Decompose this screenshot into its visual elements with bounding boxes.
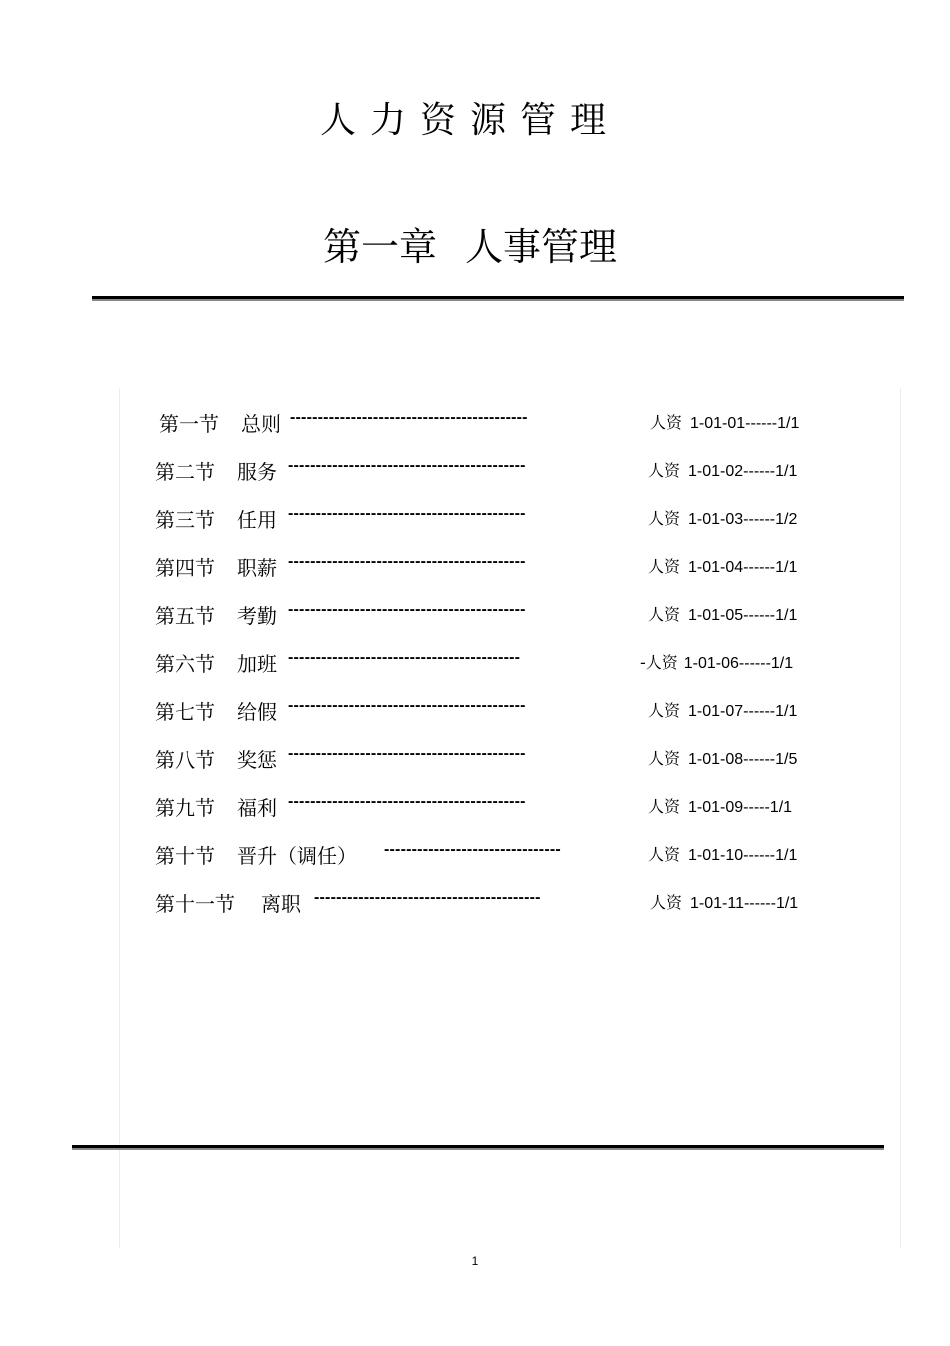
toc-document-code [650, 410, 799, 433]
toc-entry-label [155, 696, 277, 725]
page-number: 1 [471, 1254, 479, 1268]
toc-document-code [648, 698, 797, 721]
toc-entry [0, 596, 950, 632]
toc-entry-label [155, 648, 277, 677]
toc-section-title: 服务 [237, 460, 277, 484]
toc-code-prefix: 人资 [650, 893, 683, 912]
toc-entry [0, 836, 950, 872]
toc-entry [0, 692, 950, 728]
toc-section-title: 给假 [237, 700, 277, 724]
toc-code-number: 1-01-02------1/1 [688, 463, 798, 480]
toc-code-number: 1-01-07------1/1 [688, 703, 798, 720]
toc-section-title: 离职 [261, 892, 301, 916]
toc-section-title: 职薪 [237, 556, 277, 580]
toc-section-title: 晋升（调任） [237, 844, 357, 868]
toc-leader-dots: ------------------------------------------- [288, 553, 526, 570]
toc-leader-dots: ------------------------------------------- [288, 505, 526, 522]
toc-code-prefix: 人资 [648, 461, 681, 480]
toc-entry-label [155, 888, 301, 917]
toc-code-prefix: 人资 [648, 509, 681, 528]
toc-section-title: 奖惩 [237, 748, 277, 772]
toc-entry-label [159, 408, 281, 437]
toc-leader-dots: ----------------------------------------- [314, 889, 541, 906]
toc-leader-dots: ------------------------------------------- [288, 457, 526, 474]
toc-code-prefix: -人资 [640, 653, 678, 672]
toc-document-code [648, 842, 797, 865]
toc-section-number: 第五节 [155, 604, 215, 628]
chapter-number: 第一章 [322, 225, 437, 269]
toc-entry [0, 404, 950, 440]
toc-entry-label [155, 840, 357, 869]
toc-code-number: 1-01-05------1/1 [688, 607, 798, 624]
toc-code-number: 1-01-06------1/1 [683, 655, 794, 672]
toc-document-code [648, 506, 797, 529]
toc-code-number: 1-01-08------1/5 [688, 751, 798, 768]
toc-section-number: 第一节 [159, 412, 219, 436]
toc-leader-dots: ------------------------------------------- [288, 745, 526, 762]
toc-section-title: 考勤 [237, 604, 277, 628]
toc-entry-label [155, 792, 277, 821]
toc-code-prefix: 人资 [648, 605, 681, 624]
toc-code-prefix: 人资 [648, 845, 681, 864]
header-divider [92, 296, 904, 299]
toc-code-prefix: 人资 [650, 413, 683, 432]
toc-section-number: 第六节 [155, 652, 215, 676]
toc-code-number: 1-01-04------1/1 [688, 559, 798, 576]
toc-entry [0, 644, 950, 680]
toc-entry-label [155, 456, 277, 485]
toc-document-code [648, 794, 792, 817]
toc-section-title: 加班 [237, 652, 277, 676]
toc-code-number: 1-01-03------1/2 [688, 511, 798, 528]
toc-document-code [640, 650, 793, 673]
toc-section-number: 第七节 [155, 700, 215, 724]
toc-section-number: 第四节 [155, 556, 215, 580]
toc-entry-label [155, 504, 277, 533]
toc-code-prefix: 人资 [648, 557, 681, 576]
chapter-title [0, 216, 940, 271]
toc-leader-dots: ------------------------------------------- [288, 793, 526, 810]
toc-section-number: 第八节 [155, 748, 215, 772]
toc-entry [0, 500, 950, 536]
toc-section-number: 第九节 [155, 796, 215, 820]
toc-entry [0, 788, 950, 824]
toc-code-number: 1-01-10------1/1 [688, 847, 798, 864]
toc-section-title: 福利 [237, 796, 277, 820]
toc-leader-dots: ------------------------------------------- [290, 409, 528, 426]
toc-document-code [648, 602, 797, 625]
toc-entry-label [155, 600, 277, 629]
toc-section-title: 任用 [237, 508, 277, 532]
toc-document-code [648, 458, 797, 481]
toc-document-code [648, 746, 797, 769]
toc-leader-dots: ------------------------------------------ [288, 649, 521, 666]
toc-code-number: 1-01-01------1/1 [690, 415, 800, 432]
toc-section-number: 第三节 [155, 508, 215, 532]
toc-entry [0, 452, 950, 488]
toc-entry [0, 740, 950, 776]
toc-leader-dots: ------------------------------------------- [288, 697, 526, 714]
toc-code-number: 1-01-11------1/1 [690, 895, 799, 912]
toc-section-number: 第十节 [155, 844, 215, 868]
toc-code-number: 1-01-09-----1/1 [688, 799, 793, 816]
toc-document-code [648, 554, 797, 577]
chapter-name: 人事管理 [465, 225, 618, 269]
footer-divider [72, 1145, 884, 1148]
toc-leader-dots: ------------------------------------------- [288, 601, 526, 618]
toc-code-prefix: 人资 [648, 749, 681, 768]
toc-section-title: 总则 [241, 412, 281, 436]
toc-entry [0, 884, 950, 920]
toc-entry [0, 548, 950, 584]
toc-code-prefix: 人资 [648, 797, 681, 816]
document-title: 人力资源管理 [319, 100, 620, 141]
toc-entry-label [155, 744, 277, 773]
toc-section-number: 第十一节 [155, 892, 235, 916]
toc-entry-label [155, 552, 277, 581]
toc-document-code [650, 890, 798, 913]
toc-code-prefix: 人资 [648, 701, 681, 720]
toc-leader-dots: -------------------------------- [384, 841, 561, 858]
toc-section-number: 第二节 [155, 460, 215, 484]
